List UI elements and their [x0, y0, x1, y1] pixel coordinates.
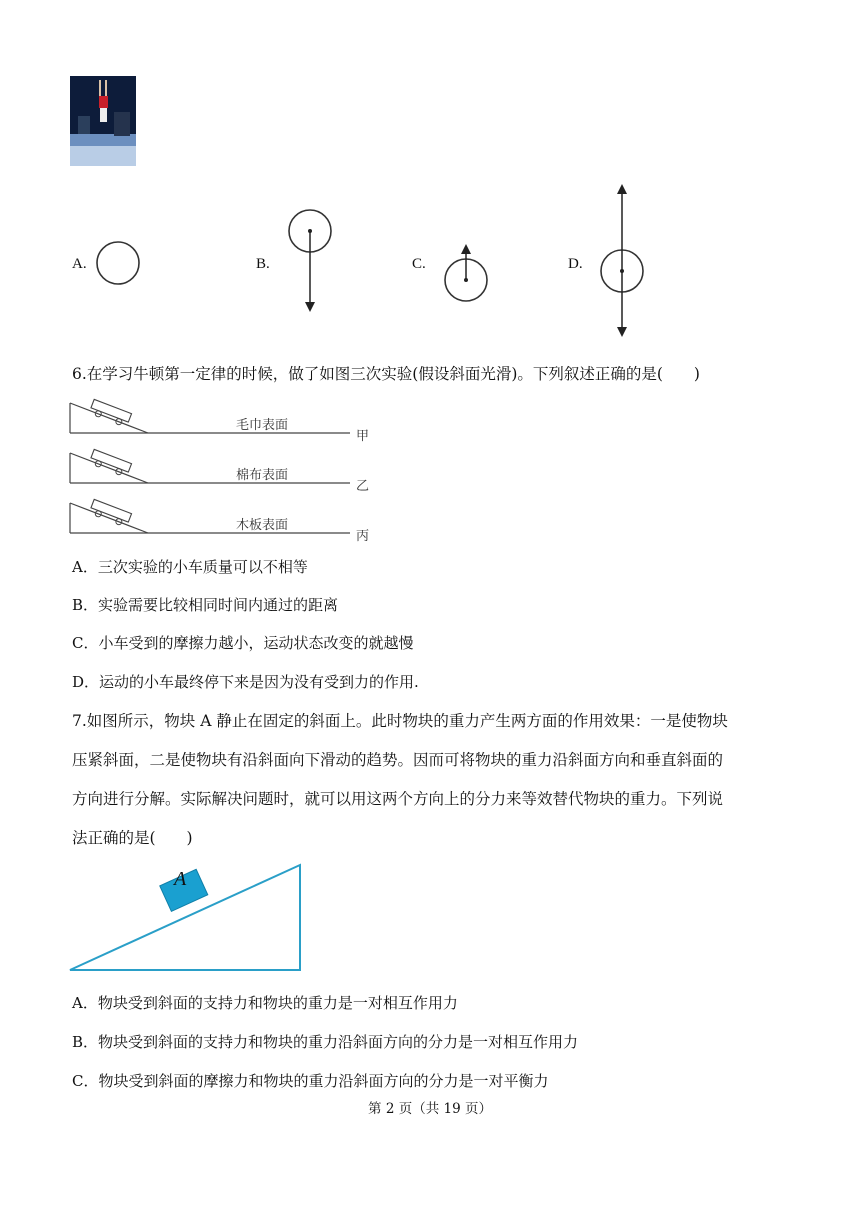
q7-option-c: C．物块受到斜面的摩擦力和物块的重力沿斜面方向的分力是一对平衡力: [72, 1072, 549, 1090]
q6-surface-tag-2: 乙: [356, 479, 370, 494]
q6-option-a: A．三次实验的小车质量可以不相等: [72, 558, 308, 576]
q7-stem-line-3: 方向进行分解。实际解决问题时，就可以用这两个方向上的分力来等效替代物块的重力。下列说: [72, 790, 724, 808]
q7-stem-line-1: 7.如图所示，物块 A 静止在固定的斜面上。此时物块的重力产生两方面的作用效果：一是使物块: [72, 712, 728, 730]
q6-option-b: B．实验需要比较相同时间内通过的距离: [72, 596, 339, 614]
q6-surface-label-3: 木板表面: [236, 518, 289, 533]
q5-option-a-label: A.: [72, 256, 87, 272]
q7-stem-line-2: 压紧斜面，二是使物块有沿斜面向下滑动的趋势。因而可将物块的重力沿斜面方向和垂直斜面的: [72, 751, 724, 769]
q6-surface-label-1: 毛巾表面: [236, 418, 289, 433]
page-footer: 第 2 页（共 19 页）: [368, 1101, 492, 1117]
q7-option-a: A．物块受到斜面的支持力和物块的重力是一对相互作用力: [72, 994, 458, 1012]
q7-stem-line-4: 法正确的是( ): [72, 829, 193, 847]
q6-surface-tag-3: 丙: [356, 529, 370, 544]
q5-option-d-label: D.: [568, 256, 583, 272]
q7-block-label: A: [174, 868, 187, 890]
q6-surface-label-2: 棉布表面: [236, 468, 289, 483]
q6-option-d: D．运动的小车最终停下来是因为没有受到力的作用.: [72, 673, 419, 691]
q6-stem: 6.在学习牛顿第一定律的时候，做了如图三次实验(假设斜面光滑)。下列叙述正确的是( ): [72, 365, 700, 383]
q6-option-c: C．小车受到的摩擦力越小，运动状态改变的就越慢: [72, 634, 414, 652]
q5-option-b-label: B.: [256, 256, 270, 272]
q5-option-c-label: C.: [412, 256, 426, 272]
q6-surface-tag-1: 甲: [356, 429, 370, 444]
q7-option-b: B．物块受到斜面的支持力和物块的重力沿斜面方向的分力是一对相互作用力: [72, 1033, 579, 1051]
